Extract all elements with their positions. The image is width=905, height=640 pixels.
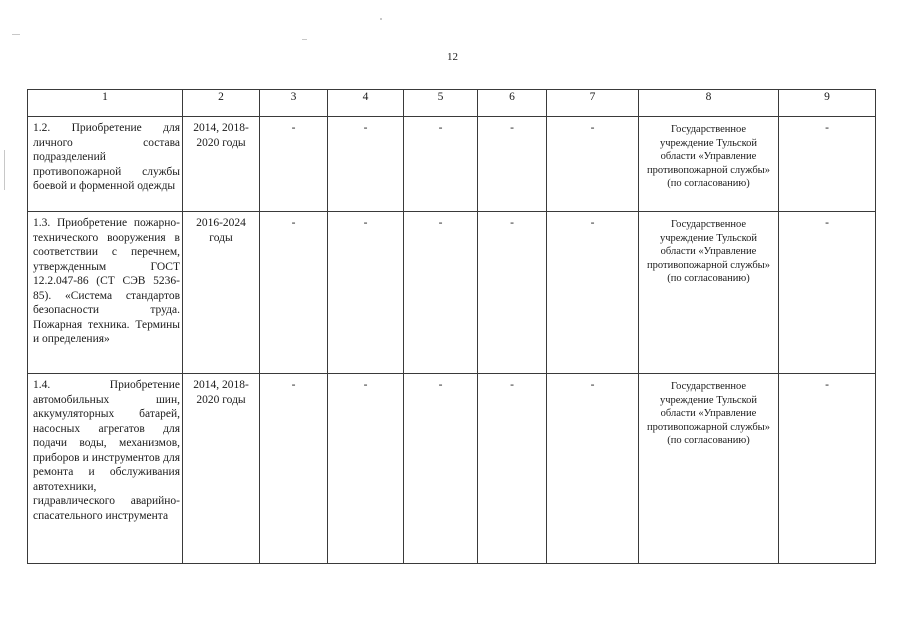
- table-row: [28, 374, 876, 564]
- dash: -: [510, 122, 514, 134]
- dash: -: [825, 122, 829, 134]
- value-cell: [478, 374, 547, 564]
- table-row: [28, 117, 876, 212]
- period-cell: 2014, 2018-2020 годы: [183, 117, 260, 212]
- value-cell: [478, 212, 547, 374]
- dash: -: [590, 379, 595, 391]
- value-cell: [260, 117, 328, 212]
- dash: -: [438, 122, 443, 134]
- scan-speck: [302, 39, 307, 40]
- dash: -: [291, 217, 296, 229]
- value-cell: [779, 212, 876, 374]
- scan-speck: [12, 34, 20, 35]
- value-cell: [478, 117, 547, 212]
- header-col-8: 8: [639, 90, 779, 117]
- executor-name: Государственное учреждение Тульской области «Управление противопожарной службы»: [647, 219, 770, 271]
- header-col-9: 9: [779, 90, 876, 117]
- measure-text: 1.2. Приобретение для личного состава подразделений противопожарной службы боевой и форменной одежды: [33, 122, 180, 192]
- scan-speck: [4, 150, 5, 190]
- period-cell: 2016-2024 годы: [183, 212, 260, 374]
- agreement-note: (по согласованию): [667, 273, 750, 284]
- header-col-5: 5: [404, 90, 478, 117]
- dash: -: [438, 379, 443, 391]
- header-col-6: 6: [478, 90, 547, 117]
- measure-cell: [28, 374, 183, 564]
- scan-speck: [380, 18, 382, 20]
- dash: -: [363, 122, 368, 134]
- value-cell: [547, 117, 639, 212]
- dash: -: [363, 379, 368, 391]
- value-cell: [547, 212, 639, 374]
- value-cell: [779, 374, 876, 564]
- program-measures-table: [27, 89, 876, 564]
- header-col-7: 7: [547, 90, 639, 117]
- value-cell: [404, 212, 478, 374]
- value-cell: [547, 374, 639, 564]
- dash: -: [363, 217, 368, 229]
- header-col-1: 1: [28, 90, 183, 117]
- dash: -: [590, 122, 595, 134]
- dash: -: [590, 217, 595, 229]
- agreement-note: (по согласованию): [667, 435, 750, 446]
- value-cell: [328, 212, 404, 374]
- executor-cell: [639, 117, 779, 212]
- header-col-3: 3: [260, 90, 328, 117]
- table-row: [28, 212, 876, 374]
- agreement-note: (по согласованию): [667, 178, 750, 189]
- period-cell: 2014, 2018-2020 годы: [183, 374, 260, 564]
- value-cell: [260, 374, 328, 564]
- value-cell: [779, 117, 876, 212]
- value-cell: [260, 212, 328, 374]
- dash: -: [825, 379, 829, 391]
- executor-cell: [639, 374, 779, 564]
- value-cell: [328, 117, 404, 212]
- dash: -: [291, 122, 296, 134]
- value-cell: [404, 374, 478, 564]
- dash: -: [510, 379, 514, 391]
- executor-name: Государственное учреждение Тульской области «Управление противопожарной службы»: [647, 381, 770, 433]
- measure-text: 1.4. Приобретение автомобильных шин, аккумуляторных батарей, насосных агрегатов для подачи воды, механизмов, приборов и инструментов для ремонта и обслуживания автотехники, гидравлического аварийно-спасательного инструмента: [33, 379, 180, 522]
- measure-text: 1.3. Приобретение пожарно-технического вооружения в соответствии с перечнем, утвержденным ГОСТ 12.2.047-86 (СТ СЭВ 5236-85). «Система стандартов безопасности труда. Пожарная техника. Термины и определения»: [33, 217, 180, 345]
- measure-cell: [28, 212, 183, 374]
- executor-name: Государственное учреждение Тульской области «Управление противопожарной службы»: [647, 124, 770, 176]
- dash: -: [510, 217, 514, 229]
- dash: -: [291, 379, 296, 391]
- header-col-4: 4: [328, 90, 404, 117]
- header-col-2: 2: [183, 90, 260, 117]
- value-cell: [328, 374, 404, 564]
- executor-cell: [639, 212, 779, 374]
- dash: -: [825, 217, 829, 229]
- value-cell: [404, 117, 478, 212]
- measure-cell: [28, 117, 183, 212]
- header-row: [28, 90, 876, 117]
- page-number: 12: [447, 51, 458, 63]
- dash: -: [438, 217, 443, 229]
